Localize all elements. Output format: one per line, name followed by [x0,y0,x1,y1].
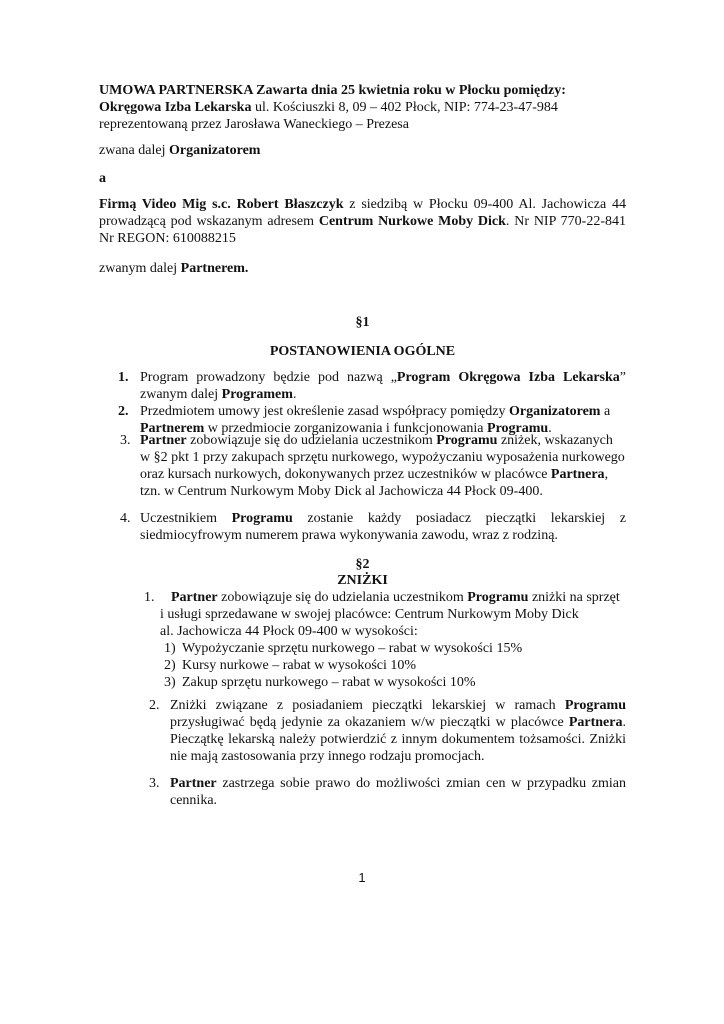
discount-list [164,640,626,691]
discount-item: 2) Kursy nurkowe – rabat w wysokości 10% [164,658,417,673]
section-1-title: POSTANOWIENIA OGÓLNE [269,344,456,359]
organizer-details: Okręgowa Izba Lekarska ul. Kościuszki 8, 09 – 402 Płock, NIP: 774-23-47-984 [99,100,558,115]
discount-item: 1) Wypożyczanie sprzętu nurkowego – rabat w wysokości 15% [164,641,523,656]
section-1-item-1: 1. Program prowadzony będzie pod nazwą „Program Okręgowa Izba Lekarska” zwanym dalej Programem. [118,370,626,402]
contract-header [99,82,626,133]
section-1-item-3: 3. Partner zobowiązuje się do udzielania uczestnikom Programu zniżek, wskazanych w §2 pkt 1 przy zakupach sprzętu nurkowego, wypożyczaniu wyposażenia nurkowego oraz kursach nurkowych, dokonywanych przez uczestników w placówce Partnera, tzn. w Centrum Nurkowym Moby Dick al Jachowicza 44 Płock 09-400. [120,433,625,499]
section-1-mark: §1 [355,315,370,330]
contract-title: UMOWA PARTNERSKA Zawarta dnia 25 kwietnia roku w Płocku pomiędzy: [99,83,566,98]
partner-alias: zwanym dalej Partnerem. [99,261,249,276]
and-connector: a [99,171,106,186]
organizer-alias: zwana dalej Organizatorem [99,143,261,158]
section-2-item-3: 3. Partner zastrzega sobie prawo do możliwości zmian cen w przypadku zmian cennika. [149,776,626,808]
section-1-item-2: 2. Przedmiotem umowy jest określenie zasad współpracy pomiędzy Organizatorem a Partnerem w przedmiocie zorganizowania i funkcjonowania Programu. [118,404,611,436]
discount-item: 3) Zakup sprzętu nurkowego – rabat w wysokości 10% [164,675,476,690]
organizer-representative: reprezentowaną przez Jarosława Waneckiego – Prezesa [99,117,409,132]
section-1-item-4: 4. Uczestnikiem Programu zostanie każdy posiadacz pieczątki lekarskiej z siedmiocyfrowym numerem prawa wykonywania zawodu, wraz z rodziną. [120,511,626,543]
section-2-title: ZNIŻKI [337,573,388,588]
section-2-item-2: 2. Zniżki związane z posiadaniem pieczątki lekarskiej w ramach Programu przysługiwać będą jedynie za okazaniem w/w pieczątki w placówce Partnera. Pieczątkę lekarską należy potwierdzić z innym dokumentem tożsamości. Zniżki nie mają zastosowania przy innego rodzaju promocjach. [149,698,626,764]
section-2-mark: §2 [355,557,370,572]
partner-details: Firmą Video Mig s.c. Robert Błaszczyk z siedzibą w Płocku 09-400 Al. Jachowicza 44 prowadzącą pod wskazanym adresem Centrum Nurkowe Moby Dick. Nr NIP 770-22-841 Nr REGON: 610088215 [99,197,626,246]
section-2-item-1: 1. Partner zobowiązuje się do udzielania uczestnikom Programu zniżki na sprzęt i usługi sprzedawane w swojej placówce: Centrum Nurkowym Moby Dick al. Jachowicza 44 Płock 09-400 w wysokości: 1) Wypożyczanie sprzętu nurkowego – rabat w wysokości 15% 2) Kursy nurkowe – rabat w wysokości 10% 3) Zakup sprzętu nurkowego – rabat w wysokości 10% [144,589,626,691]
page-number: 1 [358,870,366,885]
